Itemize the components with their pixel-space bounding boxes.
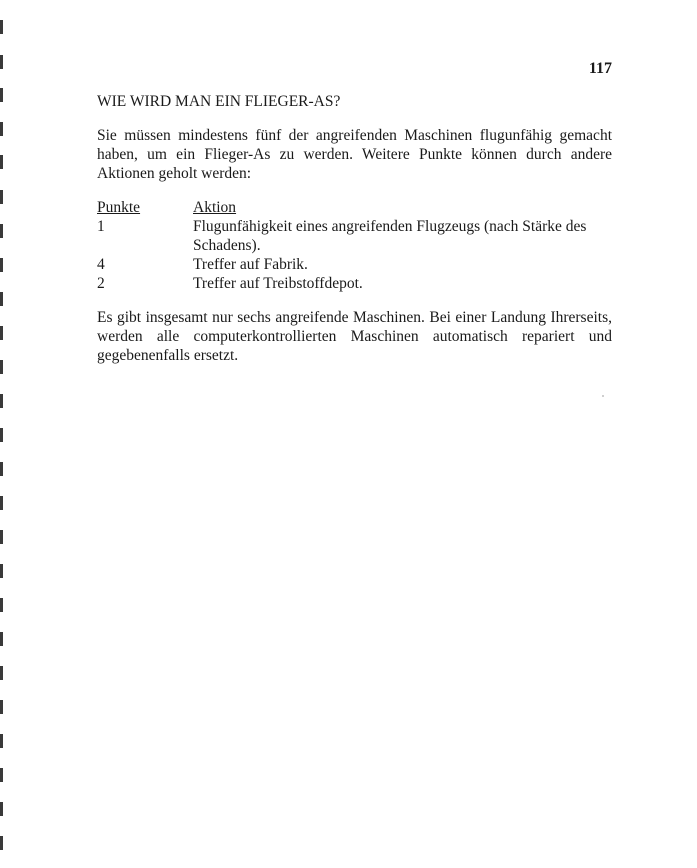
page-content — [97, 92, 612, 365]
action-description: Flugunfähigkeit eines angreifenden Flugzeugs (nach Stärke des Schadens). — [193, 218, 587, 254]
points-value: 1 — [97, 218, 105, 235]
scan-speck — [602, 395, 604, 397]
action-description: Treffer auf Treibstoffdepot. — [193, 275, 363, 292]
action-description: Treffer auf Fabrik. — [193, 256, 308, 273]
points-column-header: Punkte — [97, 199, 141, 216]
table-row — [97, 274, 612, 293]
table-row — [97, 217, 612, 255]
intro-paragraph: Sie müssen mindestens fünf der angreifenden Maschinen flugunfähig gemacht haben, um ein Flieger-As zu werden. Weitere Punkte können durch andere Aktionen geholt werden: — [97, 127, 612, 182]
points-value: 2 — [97, 275, 105, 292]
action-column-header: Aktion — [193, 199, 237, 216]
points-value: 4 — [97, 256, 105, 273]
page-number: 117 — [588, 60, 612, 77]
table-row — [97, 255, 612, 274]
binding-edge — [0, 0, 6, 868]
closing-paragraph: Es gibt insgesamt nur sechs angreifende Maschinen. Bei einer Landung Ihrerseits, werden alle computerkontrollierten Maschinen automatisch repariert und gegebenenfalls ersetzt. — [97, 309, 612, 364]
scoring-table-header — [97, 198, 612, 217]
section-heading: WIE WIRD MAN EIN FLIEGER-AS? — [97, 93, 341, 110]
scoring-table — [97, 198, 612, 293]
